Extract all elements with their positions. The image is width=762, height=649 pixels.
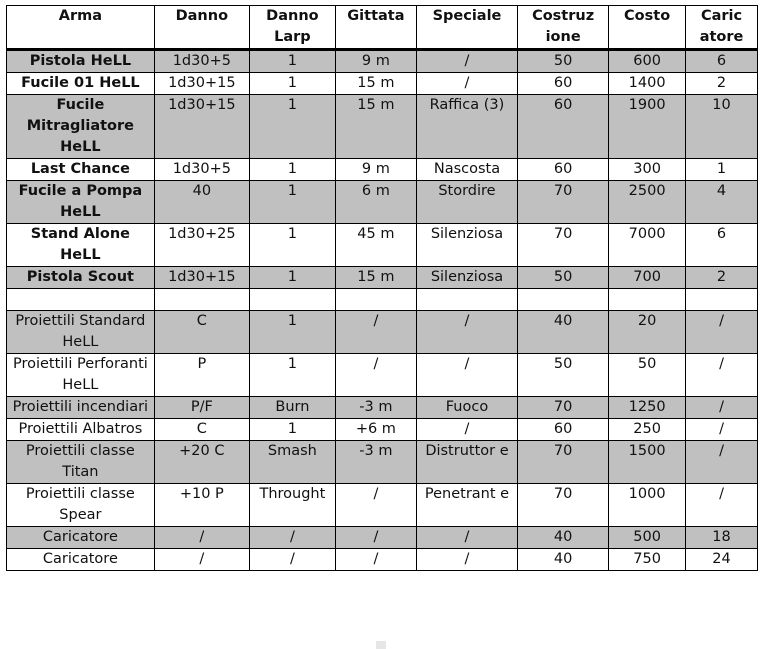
cell-gittata: /	[335, 484, 416, 527]
header-gittata: Gittata	[335, 6, 416, 50]
cell-danno-larp: Smash	[249, 441, 335, 484]
cell-costo: 1900	[609, 95, 686, 159]
header-costruzione: Costruz ione	[518, 6, 609, 50]
header-costo: Costo	[609, 6, 686, 50]
cell-arma: Proiettili Albatros	[7, 419, 155, 441]
cell-danno: C	[154, 419, 249, 441]
cell-costruzione: 60	[518, 73, 609, 95]
cell-caricatore: /	[686, 441, 758, 484]
cell-danno: 1d30+5	[154, 159, 249, 181]
cell-caricatore: /	[686, 484, 758, 527]
cell-costo: 600	[609, 50, 686, 73]
cell-speciale: /	[416, 50, 517, 73]
table-row	[7, 419, 758, 441]
cell-costo: 250	[609, 419, 686, 441]
cell-gittata: +6 m	[335, 419, 416, 441]
cell-danno-larp: 1	[249, 73, 335, 95]
cell-gittata: /	[335, 549, 416, 571]
cell-caricatore: /	[686, 419, 758, 441]
cell-danno: P	[154, 354, 249, 397]
cell-danno: 1d30+5	[154, 50, 249, 73]
cell-speciale: Nascosta	[416, 159, 517, 181]
cell-costo: 1500	[609, 441, 686, 484]
table-row	[7, 50, 758, 73]
cell-costruzione: 50	[518, 354, 609, 397]
cell-arma: Caricatore	[7, 549, 155, 571]
cell-speciale: Penetrant e	[416, 484, 517, 527]
cell-caricatore	[686, 289, 758, 311]
header-arma: Arma	[7, 6, 155, 50]
cell-costo: 700	[609, 267, 686, 289]
header-danno: Danno	[154, 6, 249, 50]
cell-arma: Pistola Scout	[7, 267, 155, 289]
table-row	[7, 224, 758, 267]
header-speciale: Speciale	[416, 6, 517, 50]
table-row	[7, 311, 758, 354]
cell-costo: 50	[609, 354, 686, 397]
cell-caricatore: 4	[686, 181, 758, 224]
table-row	[7, 73, 758, 95]
cell-arma: Caricatore	[7, 527, 155, 549]
cell-danno-larp: 1	[249, 159, 335, 181]
cell-gittata: /	[335, 311, 416, 354]
cell-danno: C	[154, 311, 249, 354]
header-caricatore: Caric atore	[686, 6, 758, 50]
cell-costo: 7000	[609, 224, 686, 267]
cell-speciale: /	[416, 354, 517, 397]
cell-danno-larp: Burn	[249, 397, 335, 419]
cell-danno-larp: 1	[249, 181, 335, 224]
cell-danno-larp: 1	[249, 50, 335, 73]
cell-caricatore: /	[686, 311, 758, 354]
cell-caricatore: 24	[686, 549, 758, 571]
cell-speciale	[416, 289, 517, 311]
cell-caricatore: 6	[686, 50, 758, 73]
cell-danno-larp: 1	[249, 267, 335, 289]
cell-arma: Stand Alone HeLL	[7, 224, 155, 267]
cell-gittata: 6 m	[335, 181, 416, 224]
cell-danno: 1d30+15	[154, 267, 249, 289]
cell-gittata: /	[335, 527, 416, 549]
cell-gittata: 9 m	[335, 50, 416, 73]
cell-arma: Fucile a Pompa HeLL	[7, 181, 155, 224]
cell-arma: Proiettili incendiari	[7, 397, 155, 419]
cell-costruzione: 60	[518, 419, 609, 441]
cell-speciale: /	[416, 527, 517, 549]
cell-danno-larp: 1	[249, 224, 335, 267]
cell-caricatore: 2	[686, 267, 758, 289]
cell-arma: Fucile 01 HeLL	[7, 73, 155, 95]
cell-danno-larp: 1	[249, 354, 335, 397]
header-row	[7, 6, 758, 50]
cell-danno-larp: /	[249, 549, 335, 571]
table-row	[7, 289, 758, 311]
page-fold-mark	[376, 641, 386, 649]
cell-arma	[7, 289, 155, 311]
cell-speciale: /	[416, 73, 517, 95]
cell-caricatore: 18	[686, 527, 758, 549]
cell-gittata: -3 m	[335, 441, 416, 484]
cell-danno: 1d30+15	[154, 95, 249, 159]
cell-speciale: Stordire	[416, 181, 517, 224]
cell-danno: +10 P	[154, 484, 249, 527]
table-body	[7, 50, 758, 571]
cell-costruzione: 40	[518, 549, 609, 571]
cell-costruzione: 70	[518, 224, 609, 267]
weapons-table	[6, 5, 758, 571]
cell-arma: Proiettili classe Spear	[7, 484, 155, 527]
cell-danno: 1d30+25	[154, 224, 249, 267]
table-row	[7, 549, 758, 571]
cell-arma: Last Chance	[7, 159, 155, 181]
cell-gittata: 15 m	[335, 267, 416, 289]
cell-caricatore: 6	[686, 224, 758, 267]
cell-danno-larp: 1	[249, 419, 335, 441]
cell-gittata: 15 m	[335, 95, 416, 159]
cell-caricatore: /	[686, 354, 758, 397]
cell-costo: 1000	[609, 484, 686, 527]
cell-arma: Fucile Mitragliatore HeLL	[7, 95, 155, 159]
cell-speciale: Silenziosa	[416, 267, 517, 289]
cell-costo: 500	[609, 527, 686, 549]
table-row	[7, 441, 758, 484]
table-row	[7, 397, 758, 419]
cell-speciale: Fuoco	[416, 397, 517, 419]
cell-arma: Proiettili Perforanti HeLL	[7, 354, 155, 397]
cell-danno: P/F	[154, 397, 249, 419]
cell-costruzione: 70	[518, 441, 609, 484]
cell-danno	[154, 289, 249, 311]
cell-danno-larp: Throught	[249, 484, 335, 527]
table-row	[7, 181, 758, 224]
cell-danno-larp	[249, 289, 335, 311]
table-row	[7, 95, 758, 159]
cell-danno: 1d30+15	[154, 73, 249, 95]
table-row	[7, 267, 758, 289]
table-row	[7, 354, 758, 397]
cell-arma: Proiettili Standard HeLL	[7, 311, 155, 354]
cell-gittata: -3 m	[335, 397, 416, 419]
cell-costruzione: 40	[518, 527, 609, 549]
cell-speciale: Silenziosa	[416, 224, 517, 267]
cell-danno: /	[154, 527, 249, 549]
cell-costruzione: 50	[518, 50, 609, 73]
cell-costruzione: 50	[518, 267, 609, 289]
cell-costo: 750	[609, 549, 686, 571]
cell-costo: 2500	[609, 181, 686, 224]
cell-costo	[609, 289, 686, 311]
cell-speciale: /	[416, 549, 517, 571]
cell-gittata: /	[335, 354, 416, 397]
cell-costo: 300	[609, 159, 686, 181]
cell-arma: Pistola HeLL	[7, 50, 155, 73]
cell-costo: 20	[609, 311, 686, 354]
cell-danno-larp: 1	[249, 311, 335, 354]
cell-speciale: /	[416, 419, 517, 441]
cell-danno: +20 C	[154, 441, 249, 484]
table-row	[7, 484, 758, 527]
cell-costo: 1250	[609, 397, 686, 419]
table-row	[7, 159, 758, 181]
cell-speciale: Distruttor e	[416, 441, 517, 484]
cell-gittata	[335, 289, 416, 311]
cell-gittata: 45 m	[335, 224, 416, 267]
cell-danno: /	[154, 549, 249, 571]
cell-caricatore: 1	[686, 159, 758, 181]
cell-danno: 40	[154, 181, 249, 224]
header-danno-larp: Danno Larp	[249, 6, 335, 50]
cell-gittata: 9 m	[335, 159, 416, 181]
cell-costruzione: 70	[518, 181, 609, 224]
cell-costo: 1400	[609, 73, 686, 95]
cell-speciale: /	[416, 311, 517, 354]
cell-caricatore: /	[686, 397, 758, 419]
cell-danno-larp: 1	[249, 95, 335, 159]
cell-costruzione	[518, 289, 609, 311]
cell-costruzione: 60	[518, 95, 609, 159]
cell-caricatore: 2	[686, 73, 758, 95]
cell-costruzione: 60	[518, 159, 609, 181]
cell-gittata: 15 m	[335, 73, 416, 95]
cell-costruzione: 70	[518, 484, 609, 527]
cell-speciale: Raffica (3)	[416, 95, 517, 159]
cell-costruzione: 70	[518, 397, 609, 419]
cell-caricatore: 10	[686, 95, 758, 159]
cell-arma: Proiettili classe Titan	[7, 441, 155, 484]
cell-costruzione: 40	[518, 311, 609, 354]
table-row	[7, 527, 758, 549]
cell-danno-larp: /	[249, 527, 335, 549]
